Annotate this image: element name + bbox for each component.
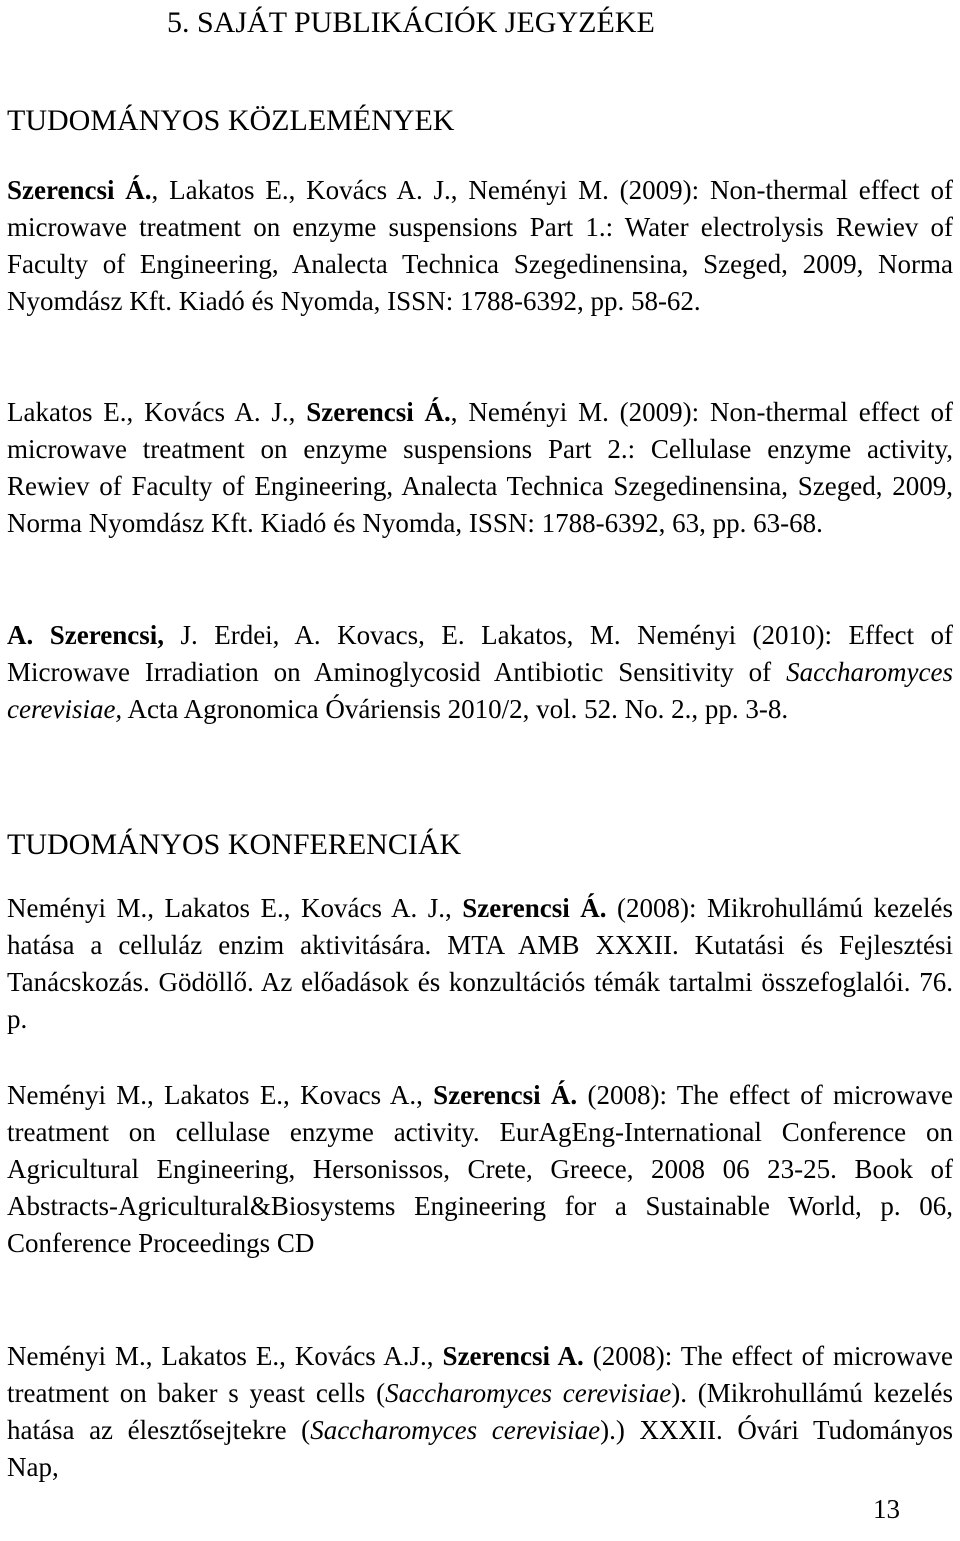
entry-text: , Neményi M. (2009): Non-thermal effect of microwave treatment on enzyme suspensions Part 2.: Cellulase enzyme activity, Rewiev of Faculty of Engineering, Analecta Technica Szegedinensina, Szeged, 2009, Norma Nyomdász Kft. Kiadó és Nyomda, ISSN: 1788-6392, 63, pp. 63-68. (7, 397, 953, 538)
author-highlight: Szerencsi Á. (7, 175, 152, 205)
entry-text: (2008): The effect of microwave treatment on baker s yeast cells ( (7, 1341, 954, 1408)
entry-text: ). (Mikrohullámú kezelés hatása az élesztősejtekre ( (7, 1378, 953, 1445)
entry-text: (2008): The effect of microwave treatment on cellulase enzyme activity. EurAgEng-International Conference on Agricultural Engineering, Hersonissos, Crete, Greece, 2008 06 23-25. Book of Abstracts-Agricultural&Biosystems Engineering for a Sustainable World, p. 06, Conference Proceedings CD (7, 1080, 953, 1258)
author-highlight: Szerencsi Á. (306, 397, 451, 427)
publication-entry (7, 394, 953, 542)
entry-text: ).) XXXII. Óvári Tudományos Nap, (7, 1415, 953, 1482)
chapter-title: 5. SAJÁT PUBLIKÁCIÓK JEGYZÉKE (167, 6, 655, 39)
section-title-publications: TUDOMÁNYOS KÖZLEMÉNYEK (7, 104, 455, 137)
entry-text: J. Erdei, A. Kovacs, E. Lakatos, M. Neményi (2010): Effect of Microwave Irradiation on Aminoglycosid Antibiotic Sensitivity of (7, 620, 953, 687)
entry-text: (2008): Mikrohullámú kezelés hatása a celluláz enzim aktivitására. MTA AMB XXXII. Kutatási és Fejlesztési Tanácskozás. Gödöllő. Az előadások és konzultációs témák tartalmi összefoglalói. 76. p. (7, 893, 953, 1034)
conference-entry (7, 1077, 953, 1262)
publication-entry (7, 617, 953, 728)
entry-text: Neményi M., Lakatos E., Kovács A.J., (7, 1341, 443, 1371)
section-title-conferences: TUDOMÁNYOS KONFERENCIÁK (7, 828, 462, 861)
page-number: 13 (873, 1494, 900, 1524)
author-highlight: Szerencsi Á. (433, 1080, 578, 1110)
species-name: Saccharomyces cerevisiae (385, 1378, 672, 1408)
species-name: Saccharomyces cerevisiae (310, 1415, 601, 1445)
entry-text: Neményi M., Lakatos E., Kovács A. J., (7, 893, 463, 923)
author-highlight: Szerencsi Á. (462, 893, 607, 923)
entry-text: Lakatos E., Kovács A. J., (7, 397, 307, 427)
entry-text: Acta Agronomica Óváriensis 2010/2, vol. 52. No. 2., pp. 3-8. (122, 694, 789, 724)
conference-entry (7, 890, 953, 1038)
entry-text: Neményi M., Lakatos E., Kovacs A., (7, 1080, 434, 1110)
author-highlight: A. Szerencsi, (7, 620, 164, 650)
author-highlight: Szerencsi A. (442, 1341, 584, 1371)
conference-entry (7, 1338, 953, 1486)
species-name: Saccharomyces cerevisiae, (7, 657, 953, 724)
entry-text: , Lakatos E., Kovács A. J., Neményi M. (2009): Non-thermal effect of microwave treatment on enzyme suspensions Part 1.: Water electrolysis Rewiev of Faculty of Engineering, Analecta Technica Szegedinensina, Szeged, 2009, Norma Nyomdász Kft. Kiadó és Nyomda, ISSN: 1788-6392, pp. 58-62. (7, 175, 953, 316)
publication-entry (7, 172, 953, 320)
